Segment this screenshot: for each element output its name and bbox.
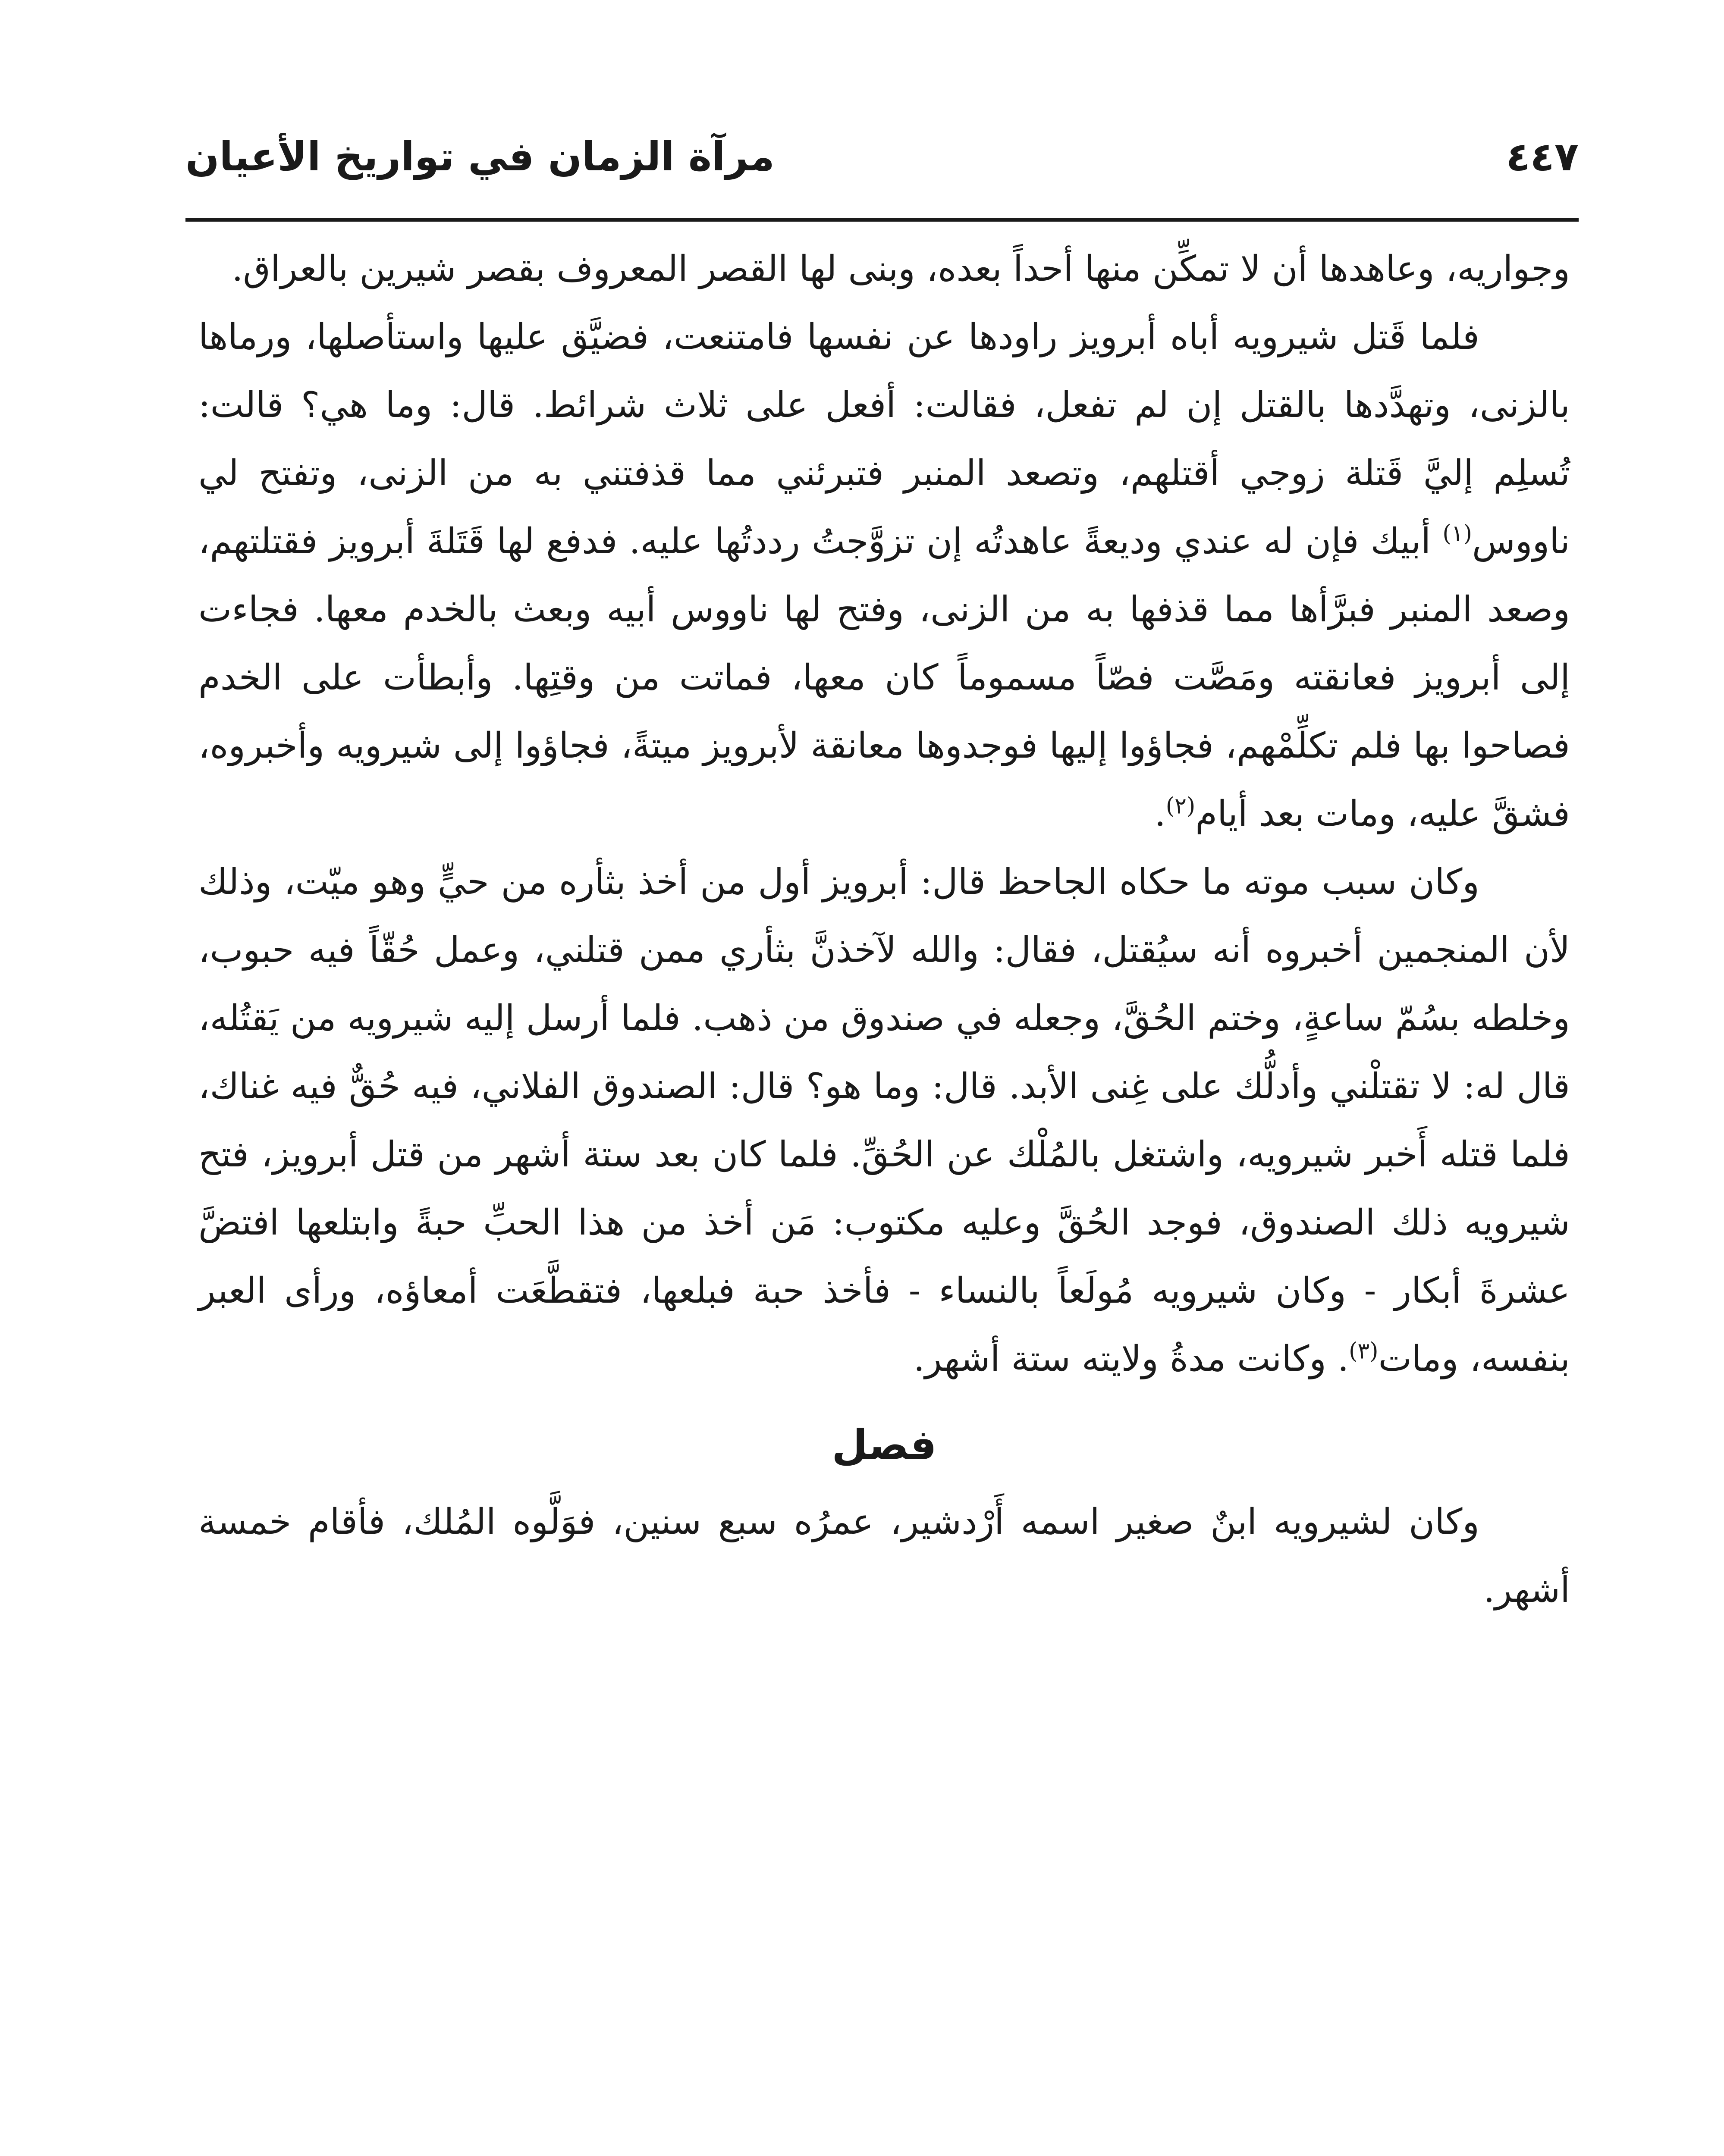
paragraph-text: . وكانت مدةُ ولايته ستة أشهر.	[913, 1338, 1349, 1379]
main-text	[198, 235, 1570, 1624]
running-title: مرآة الزمان في تواريخ الأعيان	[185, 134, 775, 180]
sentence-end: .	[1154, 793, 1166, 834]
footnote-ref-1[interactable]: (١)	[1442, 520, 1472, 547]
running-header	[185, 129, 1579, 203]
paragraph-text: أبيك فإن له عندي وديعةً عاهدتُه إن تزوَّجتُ رددتُها عليه. فدفع لها قَتَلةَ أبرويز فقتلتهم، وصعد المنبر فبرَّأها مما قذفها به من الزنى، وفتح لها ناووس أبيه وبعث بالخدم معها. فجاءت إلى أبرويز فعانقته ومَصَّت فصّاً مسموماً كان معها، فماتت من وقتِها. وأبطأت على الخدم فصاحوا بها فلم تكلِّمْهم، فجاؤوا إليها فوجدوها معانقة لأبرويز ميتةً، فجاؤوا إلى شيرويه وأخبروه، فشقَّ عليه، ومات بعد أيام	[198, 521, 1570, 834]
paragraph-shirin	[198, 303, 1570, 848]
footnote-ref-2[interactable]: (٢)	[1165, 793, 1196, 819]
footnote-ref-3[interactable]: (٣)	[1349, 1338, 1379, 1364]
header-divider	[185, 218, 1579, 222]
paragraph-text: فلما قَتل شيرويه أباه أبرويز راودها عن نفسها فامتنعت، فضيَّق عليها واستأصلها، ورماها بالزنى، وتهدَّدها بالقتل إن لم تفعل، فقالت: أفعل على ثلاث شرائط. قال: وما هي؟ قالت: تُسلِم إليَّ قَتلة زوجي أقتلهم، وتصعد المنبر فتبرئني مما قذفتني به من الزنى، وتفتح لي ناووس	[198, 317, 1570, 562]
page-number: ٤٤٧	[1506, 134, 1579, 180]
section-heading: فصل	[832, 1421, 937, 1469]
paragraph-ardashir: وكان لشيرويه ابنٌ صغير اسمه أَرْدشير، عمرُه سبع سنين، فوَلَّوه المُلك، فأقام خمسة أشهر.	[198, 1501, 1570, 1611]
paragraph-death-cause	[198, 848, 1570, 1393]
paragraph-text: وكان سبب موته ما حكاه الجاحظ قال: أبرويز أول من أخذ بثأره من حيٍّ وهو ميّت، وذلك لأن المنجمين أخبروه أنه سيُقتل، فقال: والله لآخذنَّ بثأري ممن قتلني، وعمل حُقّاً فيه حبوب، وخلطه بسُمّ ساعةٍ، وختم الحُقَّ، وجعله في صندوق من ذهب. فلما أرسل إليه شيرويه من يَقتُله، قال له: لا تقتلْني وأدلُّك على غِنى الأبد. قال: وما هو؟ قال: الصندوق الفلاني، فيه حُقٌّ فيه غناك، فلما قتله أَخبر شيرويه، واشتغل بالمُلْك عن الحُقِّ. فلما كان بعد ستة أشهر من قتل أبرويز، فتح شيرويه ذلك الصندوق، فوجد الحُقَّ وعليه مكتوب: مَن أخذ من هذا الحبِّ حبةً وابتلعها افتضَّ عشرةَ أبكار - وكان شيرويه مُولَعاً بالنساء - فأخذ حبة فبلعها، فتقطَّعَت أمعاؤه، ورأى العبر بنفسه، ومات	[198, 862, 1570, 1379]
paragraph-continued: وجواريه، وعاهدها أن لا تمكِّن منها أحداً بعده، وبنى لها القصر المعروف بقصر شيرين بالعراق.	[232, 248, 1570, 289]
